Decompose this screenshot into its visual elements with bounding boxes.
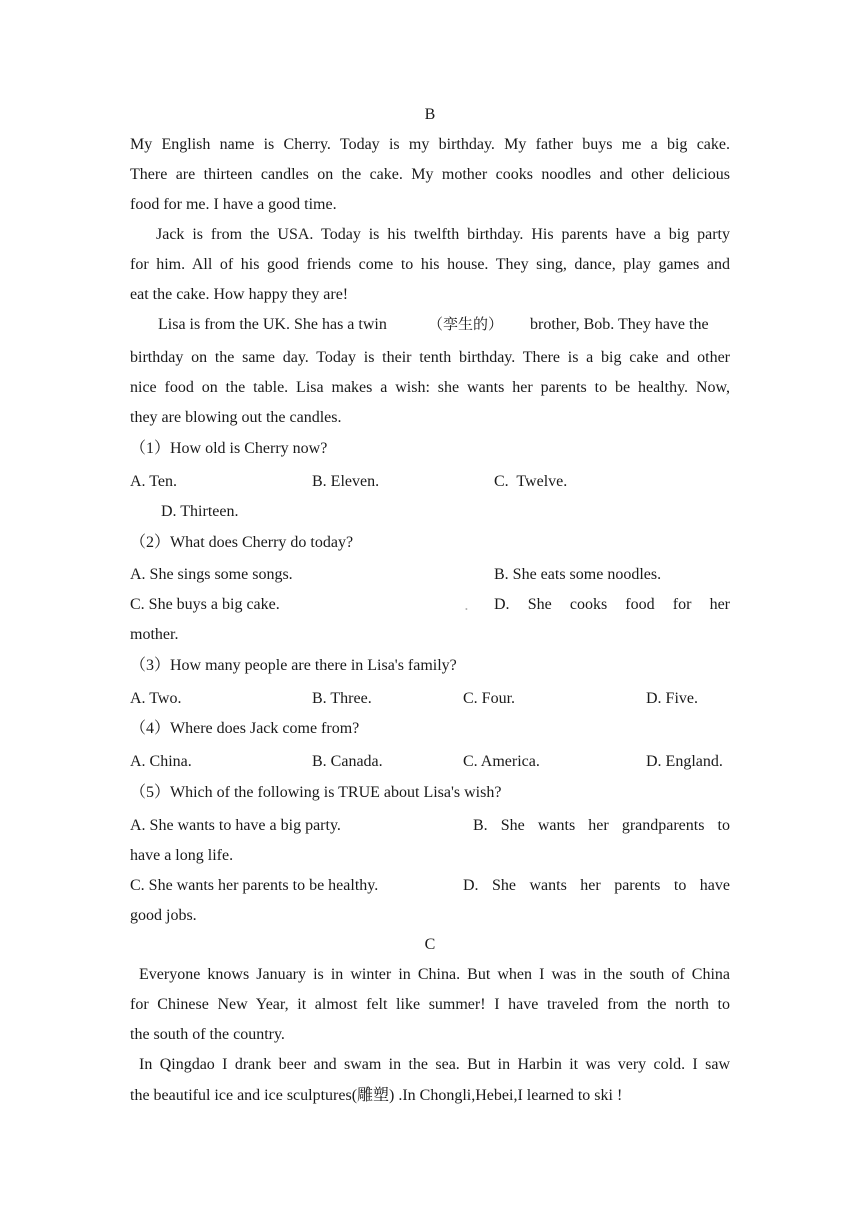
passage-b-p3-line2: birthday on the same day. Today is their tenth birthday. There is a big cake and other: [130, 349, 730, 366]
question-3-option-b: B. Three.: [312, 690, 372, 707]
question-4-option-c: C. America.: [463, 753, 540, 770]
passage-b-p1-line1: My English name is Cherry. Today is my birthday. My father buys me a big cake.: [130, 136, 730, 153]
question-5-option-d: D. She wants her parents to have: [463, 877, 730, 894]
passage-c-p1-line2: for Chinese New Year, it almost felt like summer! I have traveled from the north to: [130, 996, 730, 1013]
passage-b-p2-line3: eat the cake. How happy they are!: [130, 286, 349, 303]
question-1-option-b: B. Eleven.: [312, 473, 380, 490]
question-2-option-a: A. She sings some songs.: [130, 566, 293, 583]
question-1-option-d: D. Thirteen.: [161, 503, 239, 520]
passage-b-p1-line3: food for me. I have a good time.: [130, 196, 337, 213]
question-1-option-c: C. Twelve.: [494, 473, 568, 490]
passage-b-p3-chinese-gloss: （孪生的）: [428, 315, 504, 333]
passage-b-p3-line1-part2: brother, Bob. They have the: [530, 316, 709, 333]
passage-c-p2-line2: the beautiful ice and ice sculptures(雕塑) .In Chongli,Hebei,I learned to ski !: [130, 1087, 623, 1104]
question-3-option-a: A. Two.: [130, 690, 182, 707]
question-2-option-b: B. She eats some noodles.: [494, 566, 662, 583]
section-c-heading: C: [424, 936, 436, 953]
question-4-option-b: B. Canada.: [312, 753, 383, 770]
question-4-option-d: D. England.: [646, 753, 723, 770]
passage-b-p3-line3: nice food on the table. Lisa makes a wish: she wants her parents to be healthy. Now,: [130, 379, 730, 396]
question-3-option-c: C. Four.: [463, 690, 516, 707]
question-2-option-d: D. She cooks food for her: [494, 596, 730, 613]
passage-c-p1-line1: Everyone knows January is in winter in China. But when I was in the south of China: [139, 966, 730, 983]
question-2-option-d-continued: mother.: [130, 626, 179, 643]
stray-dot: •: [465, 605, 468, 614]
passage-b-p3-line4: they are blowing out the candles.: [130, 409, 342, 426]
question-5-option-c: C. She wants her parents to be healthy.: [130, 877, 379, 894]
passage-b-p1-line2: There are thirteen candles on the cake. My mother cooks noodles and other delicious: [130, 166, 730, 183]
question-4-stem: （4）Where does Jack come from?: [130, 720, 360, 737]
passage-c-p1-line3: the south of the country.: [130, 1026, 285, 1043]
section-b-heading: B: [424, 106, 436, 123]
passage-b-p2-line1: Jack is from the USA. Today is his twelfth birthday. His parents have a big party: [156, 226, 730, 243]
question-5-option-b-continued: have a long life.: [130, 847, 234, 864]
question-5-stem: （5）Which of the following is TRUE about Lisa's wish?: [130, 784, 502, 801]
passage-b-p2-line2: for him. All of his good friends come to his house. They sing, dance, play games and: [130, 256, 730, 273]
question-1-stem: （1）How old is Cherry now?: [130, 440, 328, 457]
question-2-stem: （2）What does Cherry do today?: [130, 534, 354, 551]
question-3-option-d: D. Five.: [646, 690, 698, 707]
question-5-option-d-continued: good jobs.: [130, 907, 197, 924]
question-2-option-c: C. She buys a big cake.: [130, 596, 280, 613]
question-5-option-a: A. She wants to have a big party.: [130, 817, 341, 834]
question-5-option-b: B. She wants her grandparents to: [473, 817, 730, 834]
question-4-option-a: A. China.: [130, 753, 192, 770]
passage-c-p2-line1: In Qingdao I drank beer and swam in the sea. But in Harbin it was very cold. I saw: [139, 1056, 730, 1073]
question-1-option-a: A. Ten.: [130, 473, 178, 490]
question-3-stem: （3）How many people are there in Lisa's family?: [130, 657, 457, 674]
passage-b-p3-line1-part1: Lisa is from the UK. She has a twin: [158, 316, 387, 333]
